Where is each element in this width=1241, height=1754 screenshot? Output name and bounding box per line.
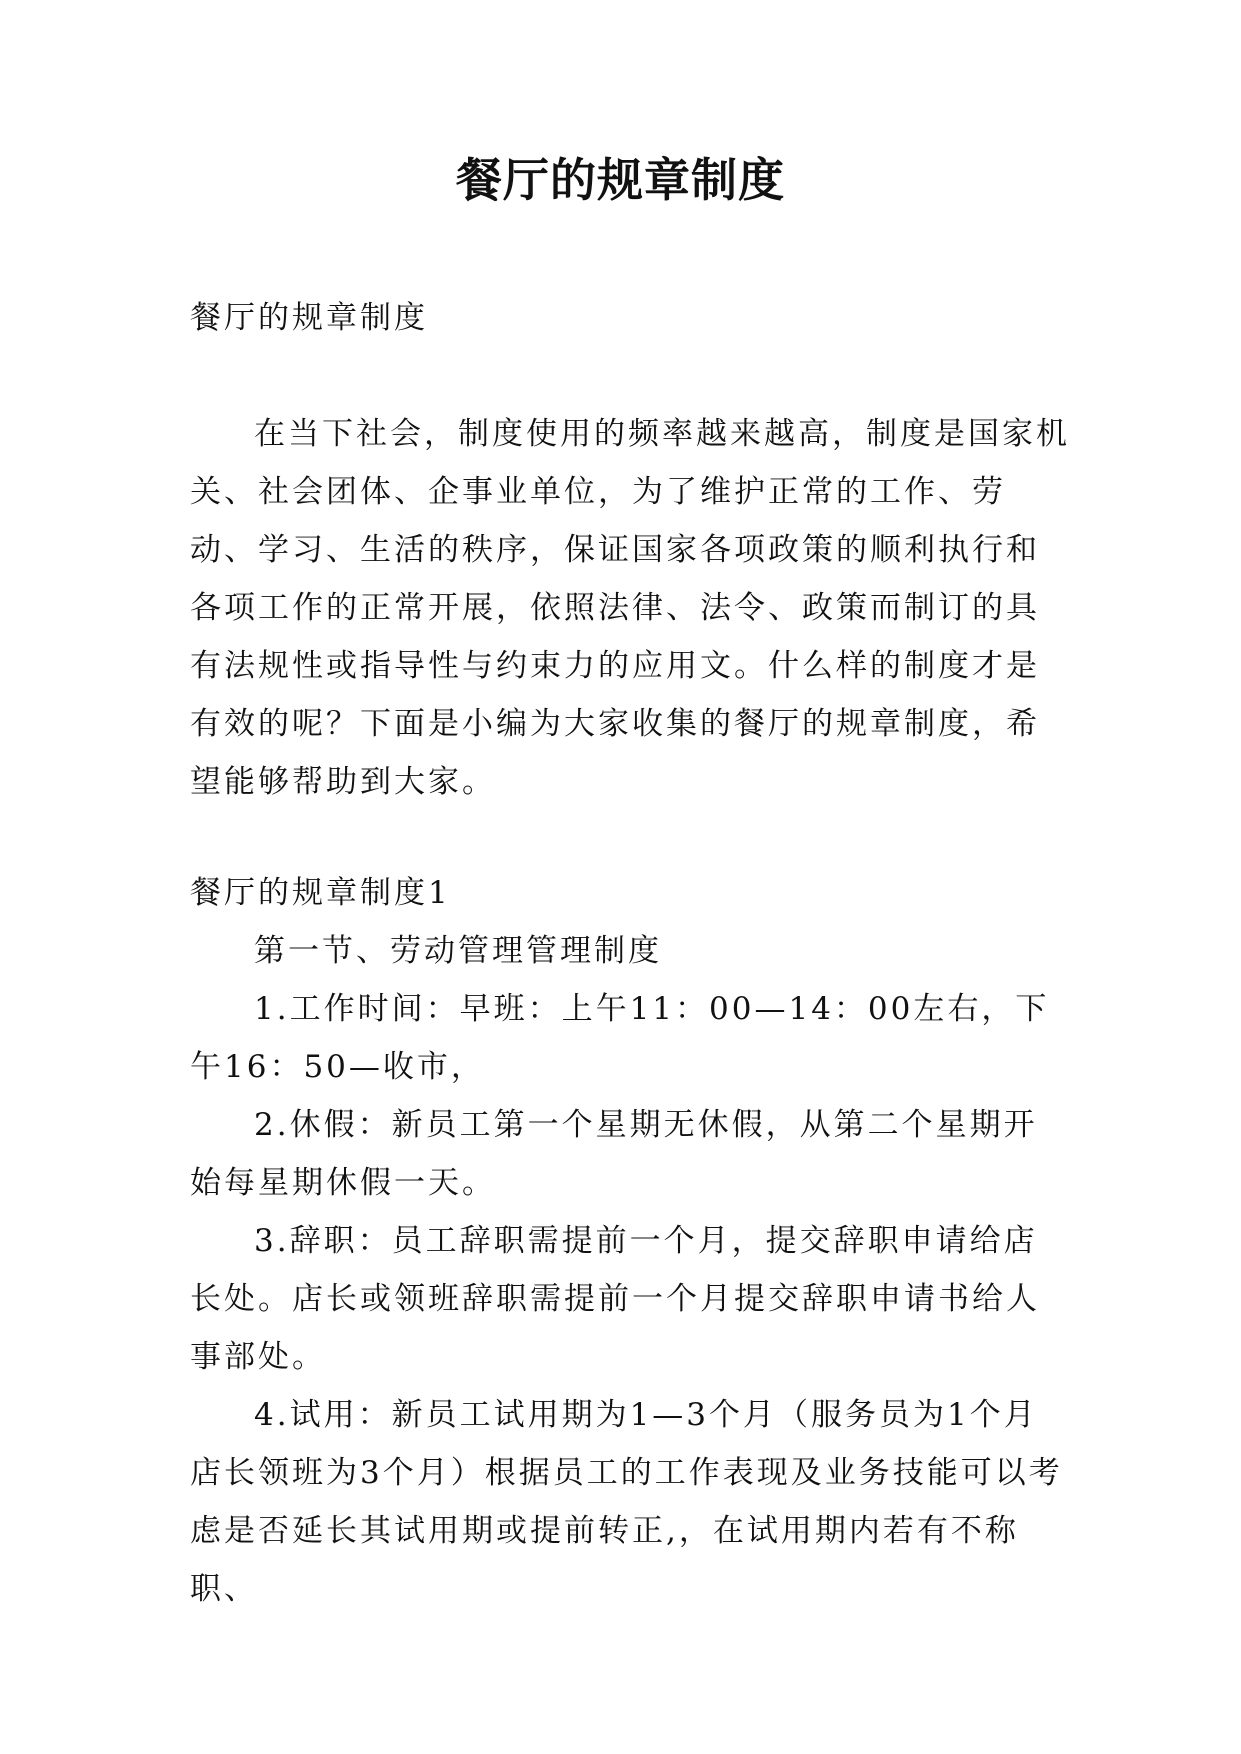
- document-title: 餐厅的规章制度: [456, 153, 785, 207]
- intro-section: [190, 405, 1070, 811]
- rule-item: 3.辞职：员工辞职需提前一个月，提交辞职申请给店长处。店长或领班辞职需提前一个月提交辞职申请书给人事部处。: [190, 1223, 1040, 1375]
- intro-paragraph: 在当下社会，制度使用的频率越来越高，制度是国家机关、社会团体、企事业单位，为了维护正常的工作、劳动、学习、生活的秩序，保证国家各项政策的顺利执行和各项工作的正常开展，依照法律、法令、政策而制订的具有法规性或指导性与约束力的应用文。什么样的制度才是有效的呢？下面是小编为大家收集的餐厅的规章制度，希望能够帮助到大家。: [190, 416, 1070, 800]
- rules-section-1: [190, 864, 1070, 1618]
- rule-item: 4.试用：新员工试用期为1—3个月（服务员为1个月店长领班为3个月）根据员工的工作表现及业务技能可以考虑是否延长其试用期或提前转正,，在试用期内若有不称职、: [190, 1397, 1063, 1607]
- rule-item: 2.休假：新员工第一个星期无休假，从第二个星期开始每星期休假一天。: [190, 1107, 1038, 1201]
- subtitle-text: 餐厅的规章制度: [190, 300, 428, 336]
- document-subtitle: [190, 289, 1070, 347]
- rule-item: 1.工作时间：早班：上午11：00—14：00左右，下午16：50—收市，: [190, 991, 1050, 1085]
- section-heading: 餐厅的规章制度1: [190, 875, 451, 911]
- chapter-heading: 第一节、劳动管理管理制度: [254, 933, 662, 969]
